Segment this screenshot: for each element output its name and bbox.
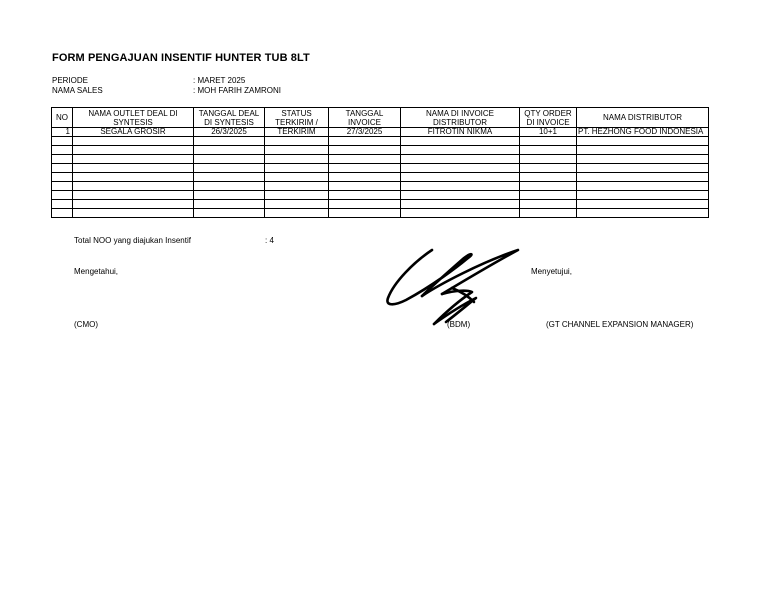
col-header-invoice-date: TANGGAL INVOICE xyxy=(329,108,401,128)
table-row xyxy=(52,209,709,218)
cell-outlet xyxy=(73,164,194,173)
cell-outlet xyxy=(73,137,194,146)
cell-invoice-name xyxy=(401,137,520,146)
cell-deal-date xyxy=(194,137,265,146)
incentive-table xyxy=(51,107,709,218)
cell-outlet: SEGALA GROSIR xyxy=(73,128,194,137)
cell-invoice-name xyxy=(401,200,520,209)
cell-qty: 10+1 xyxy=(520,128,577,137)
cell-no xyxy=(52,164,73,173)
cell-outlet xyxy=(73,173,194,182)
cell-qty xyxy=(520,200,577,209)
table-header-row xyxy=(52,108,709,128)
table-row xyxy=(52,137,709,146)
cell-no xyxy=(52,182,73,191)
cell-invoice-name xyxy=(401,191,520,200)
cell-qty xyxy=(520,137,577,146)
cmo-label: (CMO) xyxy=(74,320,98,329)
cell-distributor xyxy=(577,137,709,146)
cell-invoice-name xyxy=(401,209,520,218)
cell-distributor xyxy=(577,155,709,164)
cell-status xyxy=(265,200,329,209)
cell-outlet xyxy=(73,191,194,200)
periode-value: : MARET 2025 xyxy=(193,76,246,85)
cell-distributor xyxy=(577,200,709,209)
table-row xyxy=(52,128,709,137)
cell-invoice-date xyxy=(329,191,401,200)
cell-qty xyxy=(520,146,577,155)
bdm-label: (BDM) xyxy=(447,320,471,329)
cell-distributor xyxy=(577,173,709,182)
col-header-deal-date: TANGGAL DEAL DI SYNTESIS xyxy=(194,108,265,128)
cell-outlet xyxy=(73,182,194,191)
cell-status xyxy=(265,164,329,173)
cell-invoice-name xyxy=(401,155,520,164)
cell-qty xyxy=(520,182,577,191)
cell-distributor xyxy=(577,182,709,191)
cell-qty xyxy=(520,173,577,182)
cell-outlet xyxy=(73,146,194,155)
form-title: FORM PENGAJUAN INSENTIF HUNTER TUB 8LT xyxy=(52,52,310,64)
sales-line xyxy=(52,86,281,96)
cell-no xyxy=(52,173,73,182)
cell-distributor: PT. HEZHONG FOOD INDONESIA xyxy=(577,128,709,137)
col-header-outlet: NAMA OUTLET DEAL DI SYNTESIS xyxy=(73,108,194,128)
cell-deal-date xyxy=(194,173,265,182)
cell-invoice-date xyxy=(329,155,401,164)
table-row xyxy=(52,164,709,173)
cell-status: TERKIRIM xyxy=(265,128,329,137)
cell-invoice-date xyxy=(329,209,401,218)
cell-deal-date xyxy=(194,182,265,191)
cell-outlet xyxy=(73,209,194,218)
cell-qty xyxy=(520,164,577,173)
cell-invoice-date xyxy=(329,146,401,155)
cell-no xyxy=(52,137,73,146)
cell-no xyxy=(52,209,73,218)
cell-deal-date xyxy=(194,191,265,200)
cell-status xyxy=(265,137,329,146)
cell-invoice-name xyxy=(401,146,520,155)
approved-label: Menyetujui, xyxy=(531,267,572,276)
cell-outlet xyxy=(73,200,194,209)
cell-distributor xyxy=(577,209,709,218)
col-header-status: STATUS TERKIRIM / xyxy=(265,108,329,128)
cell-qty xyxy=(520,209,577,218)
gt-manager-label: (GT CHANNEL EXPANSION MANAGER) xyxy=(546,320,694,329)
cell-invoice-name xyxy=(401,164,520,173)
cell-distributor xyxy=(577,146,709,155)
table-row xyxy=(52,155,709,164)
sales-value: : MOH FARIH ZAMRONI xyxy=(193,86,281,95)
cell-no xyxy=(52,191,73,200)
table-row xyxy=(52,191,709,200)
cell-no xyxy=(52,146,73,155)
col-header-invoice-name: NAMA DI INVOICE DISTRIBUTOR xyxy=(401,108,520,128)
cell-no xyxy=(52,200,73,209)
cell-distributor xyxy=(577,164,709,173)
periode-label: PERIODE xyxy=(52,76,89,85)
cell-deal-date xyxy=(194,146,265,155)
cell-deal-date xyxy=(194,200,265,209)
cell-invoice-date xyxy=(329,200,401,209)
cell-outlet xyxy=(73,155,194,164)
periode-line xyxy=(52,76,245,86)
cell-status xyxy=(265,209,329,218)
cell-qty xyxy=(520,155,577,164)
table-row xyxy=(52,200,709,209)
cell-status xyxy=(265,146,329,155)
cell-status xyxy=(265,155,329,164)
col-header-no: NO xyxy=(52,108,73,128)
cell-deal-date xyxy=(194,164,265,173)
col-header-distributor: NAMA DISTRIBUTOR xyxy=(577,108,709,128)
cell-status xyxy=(265,173,329,182)
total-noo-value: : 4 xyxy=(265,236,274,245)
cell-deal-date xyxy=(194,155,265,164)
cell-no xyxy=(52,155,73,164)
cell-distributor xyxy=(577,191,709,200)
col-header-qty: QTY ORDER DI INVOICE xyxy=(520,108,577,128)
cell-invoice-date xyxy=(329,137,401,146)
cell-invoice-name xyxy=(401,182,520,191)
cell-invoice-date xyxy=(329,173,401,182)
cell-deal-date xyxy=(194,209,265,218)
cell-invoice-name xyxy=(401,173,520,182)
cell-status xyxy=(265,191,329,200)
cell-no: 1 xyxy=(52,128,73,137)
cell-status xyxy=(265,182,329,191)
table-row xyxy=(52,173,709,182)
table-row xyxy=(52,146,709,155)
cell-invoice-date: 27/3/2025 xyxy=(329,128,401,137)
cell-deal-date: 26/3/2025 xyxy=(194,128,265,137)
cell-invoice-date xyxy=(329,182,401,191)
cell-invoice-name: FITROTIN NIKMA xyxy=(401,128,520,137)
bdm-signature xyxy=(382,244,524,330)
cell-invoice-date xyxy=(329,164,401,173)
acknowledged-label: Mengetahui, xyxy=(74,267,119,276)
cell-qty xyxy=(520,191,577,200)
sales-label: NAMA SALES xyxy=(52,86,103,95)
table-row xyxy=(52,182,709,191)
total-noo-label: Total NOO yang diajukan Insentif xyxy=(74,236,191,245)
